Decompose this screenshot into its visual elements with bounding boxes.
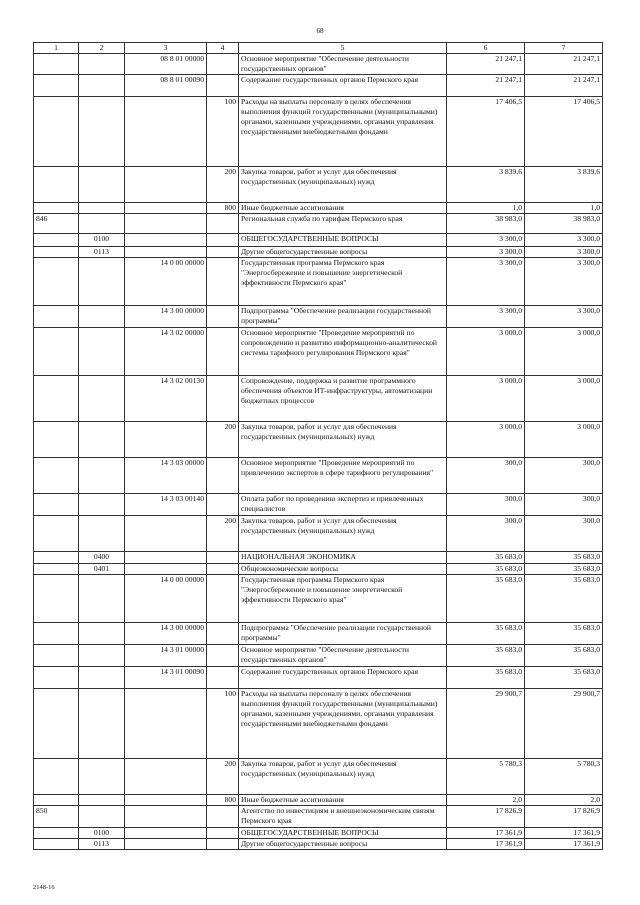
cell-c5: Другие общегосударственные вопросы <box>239 247 447 258</box>
cell-c2 <box>79 54 125 75</box>
cell-c7: 35 683,0 <box>525 564 603 575</box>
cell-c2 <box>79 75 125 97</box>
cell-c6: 300,0 <box>447 516 525 552</box>
cell-c2 <box>79 795 125 806</box>
cell-c7: 3 839,6 <box>525 167 603 203</box>
cell-c6: 3 300,0 <box>447 234 525 247</box>
cell-c4 <box>207 552 239 564</box>
cell-c3 <box>125 689 207 759</box>
table-row <box>34 97 603 167</box>
cell-c1 <box>34 422 79 458</box>
cell-c7: 35 683,0 <box>525 575 603 623</box>
table-row <box>34 234 603 247</box>
cell-c1 <box>34 494 79 516</box>
cell-c6: 35 683,0 <box>447 623 525 645</box>
cell-c4 <box>207 328 239 376</box>
cell-c1 <box>34 828 79 839</box>
cell-c3: 14 3 00 00000 <box>125 306 207 328</box>
cell-c6: 3 000,0 <box>447 422 525 458</box>
header-row <box>34 43 603 54</box>
cell-c7: 2,0 <box>525 795 603 806</box>
cell-c6: 35 683,0 <box>447 645 525 667</box>
cell-c1 <box>34 234 79 247</box>
cell-c4: 100 <box>207 689 239 759</box>
table-row <box>34 258 603 306</box>
table-row <box>34 376 603 422</box>
cell-c3: 08 8 01 00000 <box>125 54 207 75</box>
cell-c2 <box>79 759 125 795</box>
cell-c2 <box>79 203 125 214</box>
table-row <box>34 759 603 795</box>
cell-c6: 2,0 <box>447 795 525 806</box>
cell-c1 <box>34 667 79 689</box>
cell-c3: 14 3 03 00000 <box>125 458 207 494</box>
cell-c2 <box>79 623 125 645</box>
cell-c6: 17 826,9 <box>447 806 525 828</box>
cell-c6: 38 983,0 <box>447 214 525 234</box>
cell-c1 <box>34 689 79 759</box>
cell-c5: Сопровождение, поддержка и развитие программного обеспечения объектов ИТ-инфраструктуры, автоматизации бюджетных процессов <box>239 376 447 422</box>
cell-c3: 14 3 00 00000 <box>125 623 207 645</box>
cell-c7: 29 900,7 <box>525 689 603 759</box>
column-header: 2 <box>79 43 125 54</box>
cell-c4: 800 <box>207 203 239 214</box>
cell-c6: 35 683,0 <box>447 575 525 623</box>
cell-c4 <box>207 564 239 575</box>
table-row <box>34 564 603 575</box>
cell-c4 <box>207 575 239 623</box>
cell-c2 <box>79 806 125 828</box>
cell-c6: 35 683,0 <box>447 667 525 689</box>
table-row <box>34 828 603 839</box>
cell-c1 <box>34 516 79 552</box>
cell-c2: 0400 <box>79 552 125 564</box>
cell-c5: Подпрограмма "Обеспечение реализации государственной программы" <box>239 306 447 328</box>
cell-c1 <box>34 167 79 203</box>
cell-c3 <box>125 422 207 458</box>
cell-c5: Закупка товаров, работ и услуг для обеспечения государственных (муниципальных) нужд <box>239 759 447 795</box>
cell-c1: 850 <box>34 806 79 828</box>
cell-c4 <box>207 458 239 494</box>
cell-c3: 14 3 02 00000 <box>125 328 207 376</box>
cell-c5: Основное мероприятие "Обеспечение деятельности государственных органов" <box>239 54 447 75</box>
table-row <box>34 552 603 564</box>
cell-c5: Содержание государственных органов Пермского края <box>239 667 447 689</box>
column-header: 6 <box>447 43 525 54</box>
table-row <box>34 306 603 328</box>
cell-c7: 17 361,9 <box>525 828 603 839</box>
cell-c1 <box>34 75 79 97</box>
cell-c7: 35 683,0 <box>525 645 603 667</box>
cell-c3 <box>125 234 207 247</box>
cell-c3 <box>125 203 207 214</box>
cell-c5: ОБЩЕГОСУДАРСТВЕННЫЕ ВОПРОСЫ <box>239 828 447 839</box>
cell-c2 <box>79 458 125 494</box>
table-row <box>34 839 603 850</box>
cell-c5: Иные бюджетные ассигнования <box>239 203 447 214</box>
cell-c5: Общеэкономические вопросы <box>239 564 447 575</box>
cell-c7: 17 361,9 <box>525 839 603 850</box>
table-row <box>34 645 603 667</box>
cell-c7: 17 826,9 <box>525 806 603 828</box>
cell-c4 <box>207 839 239 850</box>
cell-c6: 35 683,0 <box>447 564 525 575</box>
table-row <box>34 422 603 458</box>
cell-c3: 08 8 01 00090 <box>125 75 207 97</box>
cell-c7: 3 300,0 <box>525 306 603 328</box>
cell-c4 <box>207 376 239 422</box>
cell-c5: Иные бюджетные ассигнования <box>239 795 447 806</box>
table-row <box>34 75 603 97</box>
cell-c4 <box>207 494 239 516</box>
column-header: 5 <box>239 43 447 54</box>
cell-c1 <box>34 759 79 795</box>
cell-c1 <box>34 795 79 806</box>
cell-c2: 0113 <box>79 839 125 850</box>
cell-c7: 17 406,5 <box>525 97 603 167</box>
table-row <box>34 494 603 516</box>
table-row <box>34 575 603 623</box>
cell-c3: 14 3 02 00130 <box>125 376 207 422</box>
cell-c4 <box>207 645 239 667</box>
cell-c4: 200 <box>207 422 239 458</box>
cell-c3 <box>125 759 207 795</box>
cell-c6: 3 300,0 <box>447 306 525 328</box>
cell-c7: 38 983,0 <box>525 214 603 234</box>
cell-c3 <box>125 564 207 575</box>
cell-c7: 35 683,0 <box>525 552 603 564</box>
table-row <box>34 458 603 494</box>
cell-c2 <box>79 167 125 203</box>
cell-c5: Закупка товаров, работ и услуг для обеспечения государственных (муниципальных) нужд <box>239 422 447 458</box>
cell-c2 <box>79 328 125 376</box>
cell-c1 <box>34 645 79 667</box>
cell-c4 <box>207 806 239 828</box>
column-header: 7 <box>525 43 603 54</box>
table-row <box>34 689 603 759</box>
cell-c1 <box>34 575 79 623</box>
cell-c1 <box>34 306 79 328</box>
cell-c6: 17 361,9 <box>447 839 525 850</box>
column-header: 3 <box>125 43 207 54</box>
cell-c5: Основное мероприятие "Обеспечение деятельности государственных органов" <box>239 645 447 667</box>
cell-c4: 200 <box>207 516 239 552</box>
cell-c1 <box>34 552 79 564</box>
cell-c7: 1,0 <box>525 203 603 214</box>
cell-c5: Региональная служба по тарифам Пермского края <box>239 214 447 234</box>
cell-c3 <box>125 516 207 552</box>
cell-c1 <box>34 839 79 850</box>
cell-c7: 3 000,0 <box>525 422 603 458</box>
cell-c7: 3 300,0 <box>525 258 603 306</box>
cell-c2 <box>79 689 125 759</box>
cell-c6: 3 300,0 <box>447 247 525 258</box>
cell-c1: 846 <box>34 214 79 234</box>
cell-c6: 21 247,1 <box>447 54 525 75</box>
table-row <box>34 328 603 376</box>
cell-c3 <box>125 828 207 839</box>
table-row <box>34 806 603 828</box>
cell-c6: 3 839,6 <box>447 167 525 203</box>
cell-c5: Другие общегосударственные вопросы <box>239 839 447 850</box>
cell-c7: 5 780,3 <box>525 759 603 795</box>
cell-c3 <box>125 552 207 564</box>
cell-c2 <box>79 494 125 516</box>
cell-c6: 300,0 <box>447 494 525 516</box>
cell-c3 <box>125 839 207 850</box>
cell-c5: Оплата работ по проведению экспертиз и привлеченных специалистов <box>239 494 447 516</box>
cell-c3: 14 3 03 00140 <box>125 494 207 516</box>
cell-c4: 200 <box>207 167 239 203</box>
table-row <box>34 247 603 258</box>
cell-c2 <box>79 306 125 328</box>
cell-c4 <box>207 623 239 645</box>
cell-c2 <box>79 667 125 689</box>
cell-c1 <box>34 203 79 214</box>
cell-c7: 300,0 <box>525 458 603 494</box>
cell-c5: Государственная программа Пермского края "Энергосбережение и повышение энергетической эффективности Пермского края" <box>239 258 447 306</box>
cell-c2 <box>79 516 125 552</box>
cell-c3: 14 3 01 00090 <box>125 667 207 689</box>
table-row <box>34 795 603 806</box>
cell-c1 <box>34 54 79 75</box>
page-number: 68 <box>316 27 324 35</box>
cell-c7: 3 000,0 <box>525 376 603 422</box>
cell-c4 <box>207 828 239 839</box>
cell-c2 <box>79 575 125 623</box>
cell-c6: 17 406,5 <box>447 97 525 167</box>
cell-c2 <box>79 376 125 422</box>
table-row <box>34 516 603 552</box>
cell-c5: Агентство по инвестициям и внешнеэкономическим связям Пермского края <box>239 806 447 828</box>
cell-c3 <box>125 247 207 258</box>
cell-c2: 0113 <box>79 247 125 258</box>
cell-c1 <box>34 376 79 422</box>
cell-c5: Расходы на выплаты персоналу в целях обеспечения выполнения функций государственными (муниципальными) органами, казенными учреждениями, органами управления государственными внебюджетными фондами <box>239 97 447 167</box>
cell-c4: 800 <box>207 795 239 806</box>
cell-c3 <box>125 795 207 806</box>
cell-c6: 21 247,1 <box>447 75 525 97</box>
cell-c7: 35 683,0 <box>525 623 603 645</box>
table-row <box>34 667 603 689</box>
column-header: 1 <box>34 43 79 54</box>
cell-c5: Государственная программа Пермского края "Энергосбережение и повышение энергетической эффективности Пермского края" <box>239 575 447 623</box>
cell-c5: Основное мероприятие "Проведение мероприятий по привлечению экспертов в сфере тарифного регулирования" <box>239 458 447 494</box>
cell-c6: 1,0 <box>447 203 525 214</box>
cell-c5: ОБЩЕГОСУДАРСТВЕННЫЕ ВОПРОСЫ <box>239 234 447 247</box>
cell-c4 <box>207 234 239 247</box>
cell-c3 <box>125 214 207 234</box>
cell-c6: 5 780,3 <box>447 759 525 795</box>
cell-c3 <box>125 167 207 203</box>
cell-c6: 3 000,0 <box>447 376 525 422</box>
cell-c3 <box>125 806 207 828</box>
cell-c7: 300,0 <box>525 494 603 516</box>
cell-c5: Содержание государственных органов Пермского края <box>239 75 447 97</box>
column-header: 4 <box>207 43 239 54</box>
cell-c2: 0401 <box>79 564 125 575</box>
cell-c2 <box>79 214 125 234</box>
cell-c4 <box>207 214 239 234</box>
cell-c4 <box>207 54 239 75</box>
cell-c3: 14 0 00 00000 <box>125 575 207 623</box>
cell-c7: 35 683,0 <box>525 667 603 689</box>
cell-c7: 3 300,0 <box>525 247 603 258</box>
cell-c2 <box>79 97 125 167</box>
cell-c1 <box>34 458 79 494</box>
budget-table <box>33 42 603 850</box>
cell-c4: 200 <box>207 759 239 795</box>
cell-c2: 0100 <box>79 828 125 839</box>
cell-c1 <box>34 258 79 306</box>
cell-c7: 3 300,0 <box>525 234 603 247</box>
cell-c4 <box>207 75 239 97</box>
cell-c6: 300,0 <box>447 458 525 494</box>
table-row <box>34 54 603 75</box>
cell-c5: НАЦИОНАЛЬНАЯ ЭКОНОМИКА <box>239 552 447 564</box>
table-row <box>34 214 603 234</box>
table-row <box>34 203 603 214</box>
cell-c4 <box>207 306 239 328</box>
cell-c1 <box>34 328 79 376</box>
cell-c7: 21 247,1 <box>525 54 603 75</box>
cell-c4 <box>207 258 239 306</box>
cell-c4 <box>207 667 239 689</box>
cell-c6: 35 683,0 <box>447 552 525 564</box>
cell-c7: 300,0 <box>525 516 603 552</box>
cell-c4: 100 <box>207 97 239 167</box>
cell-c5: Подпрограмма "Обеспечение реализации государственной программы" <box>239 623 447 645</box>
cell-c5: Основное мероприятие "Проведение мероприятий по сопровождению и развитию информационно-аналитической системы тарифного регулирования Пермского края" <box>239 328 447 376</box>
cell-c5: Закупка товаров, работ и услуг для обеспечения государственных (муниципальных) нужд <box>239 516 447 552</box>
cell-c3: 14 0 00 00000 <box>125 258 207 306</box>
cell-c6: 3 300,0 <box>447 258 525 306</box>
cell-c5: Расходы на выплаты персоналу в целях обеспечения выполнения функций государственными (муниципальными) органами, казенными учреждениями, органами управления государственными внебюджетными фондами <box>239 689 447 759</box>
cell-c6: 29 900,7 <box>447 689 525 759</box>
cell-c1 <box>34 564 79 575</box>
table-body <box>34 54 603 850</box>
cell-c1 <box>34 623 79 645</box>
cell-c2 <box>79 422 125 458</box>
cell-c3 <box>125 97 207 167</box>
cell-c2: 0100 <box>79 234 125 247</box>
cell-c6: 17 361,9 <box>447 828 525 839</box>
cell-c1 <box>34 97 79 167</box>
cell-c3: 14 3 01 00000 <box>125 645 207 667</box>
cell-c2 <box>79 258 125 306</box>
cell-c5: Закупка товаров, работ и услуг для обеспечения государственных (муниципальных) нужд <box>239 167 447 203</box>
table-row <box>34 167 603 203</box>
cell-c6: 3 000,0 <box>447 328 525 376</box>
cell-c7: 3 000,0 <box>525 328 603 376</box>
cell-c7: 21 247,1 <box>525 75 603 97</box>
cell-c4 <box>207 247 239 258</box>
footer-code: 2148-16 <box>33 884 55 891</box>
cell-c2 <box>79 645 125 667</box>
table-row <box>34 623 603 645</box>
cell-c1 <box>34 247 79 258</box>
